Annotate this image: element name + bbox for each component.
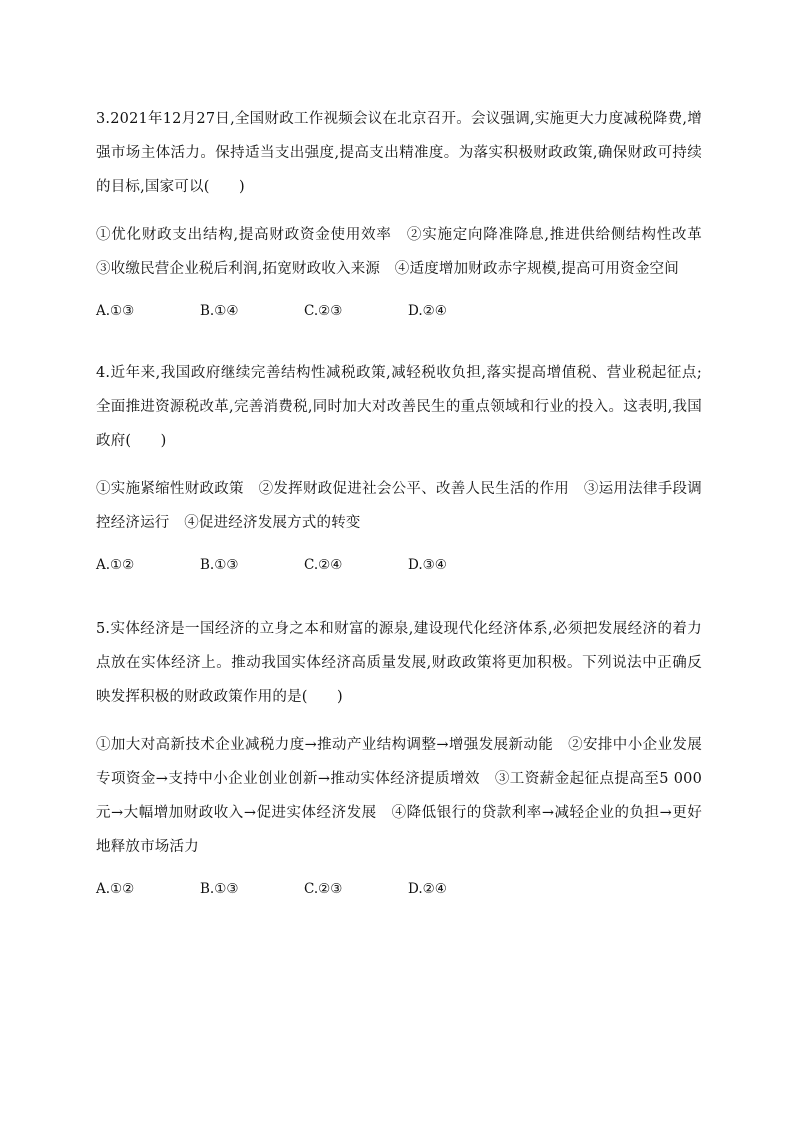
option-a: A.①② bbox=[96, 557, 135, 573]
option-b: B.①③ bbox=[200, 557, 239, 573]
option-d: D.②④ bbox=[408, 881, 447, 897]
question-4 bbox=[96, 356, 702, 576]
option-b: B.①③ bbox=[200, 881, 239, 897]
question-stem: 4.近年来,我国政府继续完善结构性减税政策,减轻税收负担,落实提高增值税、营业税起征点;全面推进资源税改革,完善消费税,同时加大对改善民生的重点领域和行业的投入。这表明,我国政府( ) bbox=[96, 365, 702, 449]
answer-options bbox=[96, 878, 702, 900]
question-5 bbox=[96, 612, 702, 900]
option-b: B.①④ bbox=[200, 303, 239, 319]
question-statements: ①实施紧缩性财政政策 ②发挥财政促进社会公平、改善人民生活的作用 ③运用法律手段调控经济运行 ④促进经济发展方式的转变 bbox=[96, 481, 702, 531]
option-c: C.②④ bbox=[304, 557, 343, 573]
question-3 bbox=[96, 102, 717, 322]
question-stem: 5.实体经济是一国经济的立身之本和财富的源泉,建设现代化经济体系,必须把发展经济的着力点放在实体经济上。推动我国实体经济高质量发展,财政政策将更加积极。下列说法中正确反映发挥积极的财政政策作用的是( ) bbox=[96, 621, 702, 705]
option-c: C.②③ bbox=[304, 881, 343, 897]
question-statements: ①优化财政支出结构,提高财政资金使用效率 ②实施定向降准降息,推进供给侧结构性改革 ③收缴民营企业税后利润,拓宽财政收入来源 ④适度增加财政赤字规模,提高可用资金空间 bbox=[96, 227, 717, 277]
answer-options bbox=[96, 554, 702, 576]
question-stem: 3.2021年12月27日,全国财政工作视频会议在北京召开。会议强调,实施更大力度减税降费,增强市场主体活力。保持适当支出强度,提高支出精准度。为落实积极财政政策,确保财政可持续的目标,国家可以( ) bbox=[96, 111, 702, 195]
option-a: A.①③ bbox=[96, 303, 135, 319]
option-a: A.①② bbox=[96, 881, 135, 897]
option-c: C.②③ bbox=[304, 303, 343, 319]
question-statements: ①加大对高新技术企业减税力度→推动产业结构调整→增强发展新动能 ②安排中小企业发展专项资金→支持中小企业创业创新→推动实体经济提质增效 ③工资薪金起征点提高至5 000元→大幅增加财政收入→促进实体经济发展 ④降低银行的贷款利率→减轻企业的负担→更好地释放市场活力 bbox=[96, 737, 702, 855]
option-d: D.②④ bbox=[408, 303, 447, 319]
answer-options bbox=[96, 300, 702, 322]
option-d: D.③④ bbox=[408, 557, 447, 573]
